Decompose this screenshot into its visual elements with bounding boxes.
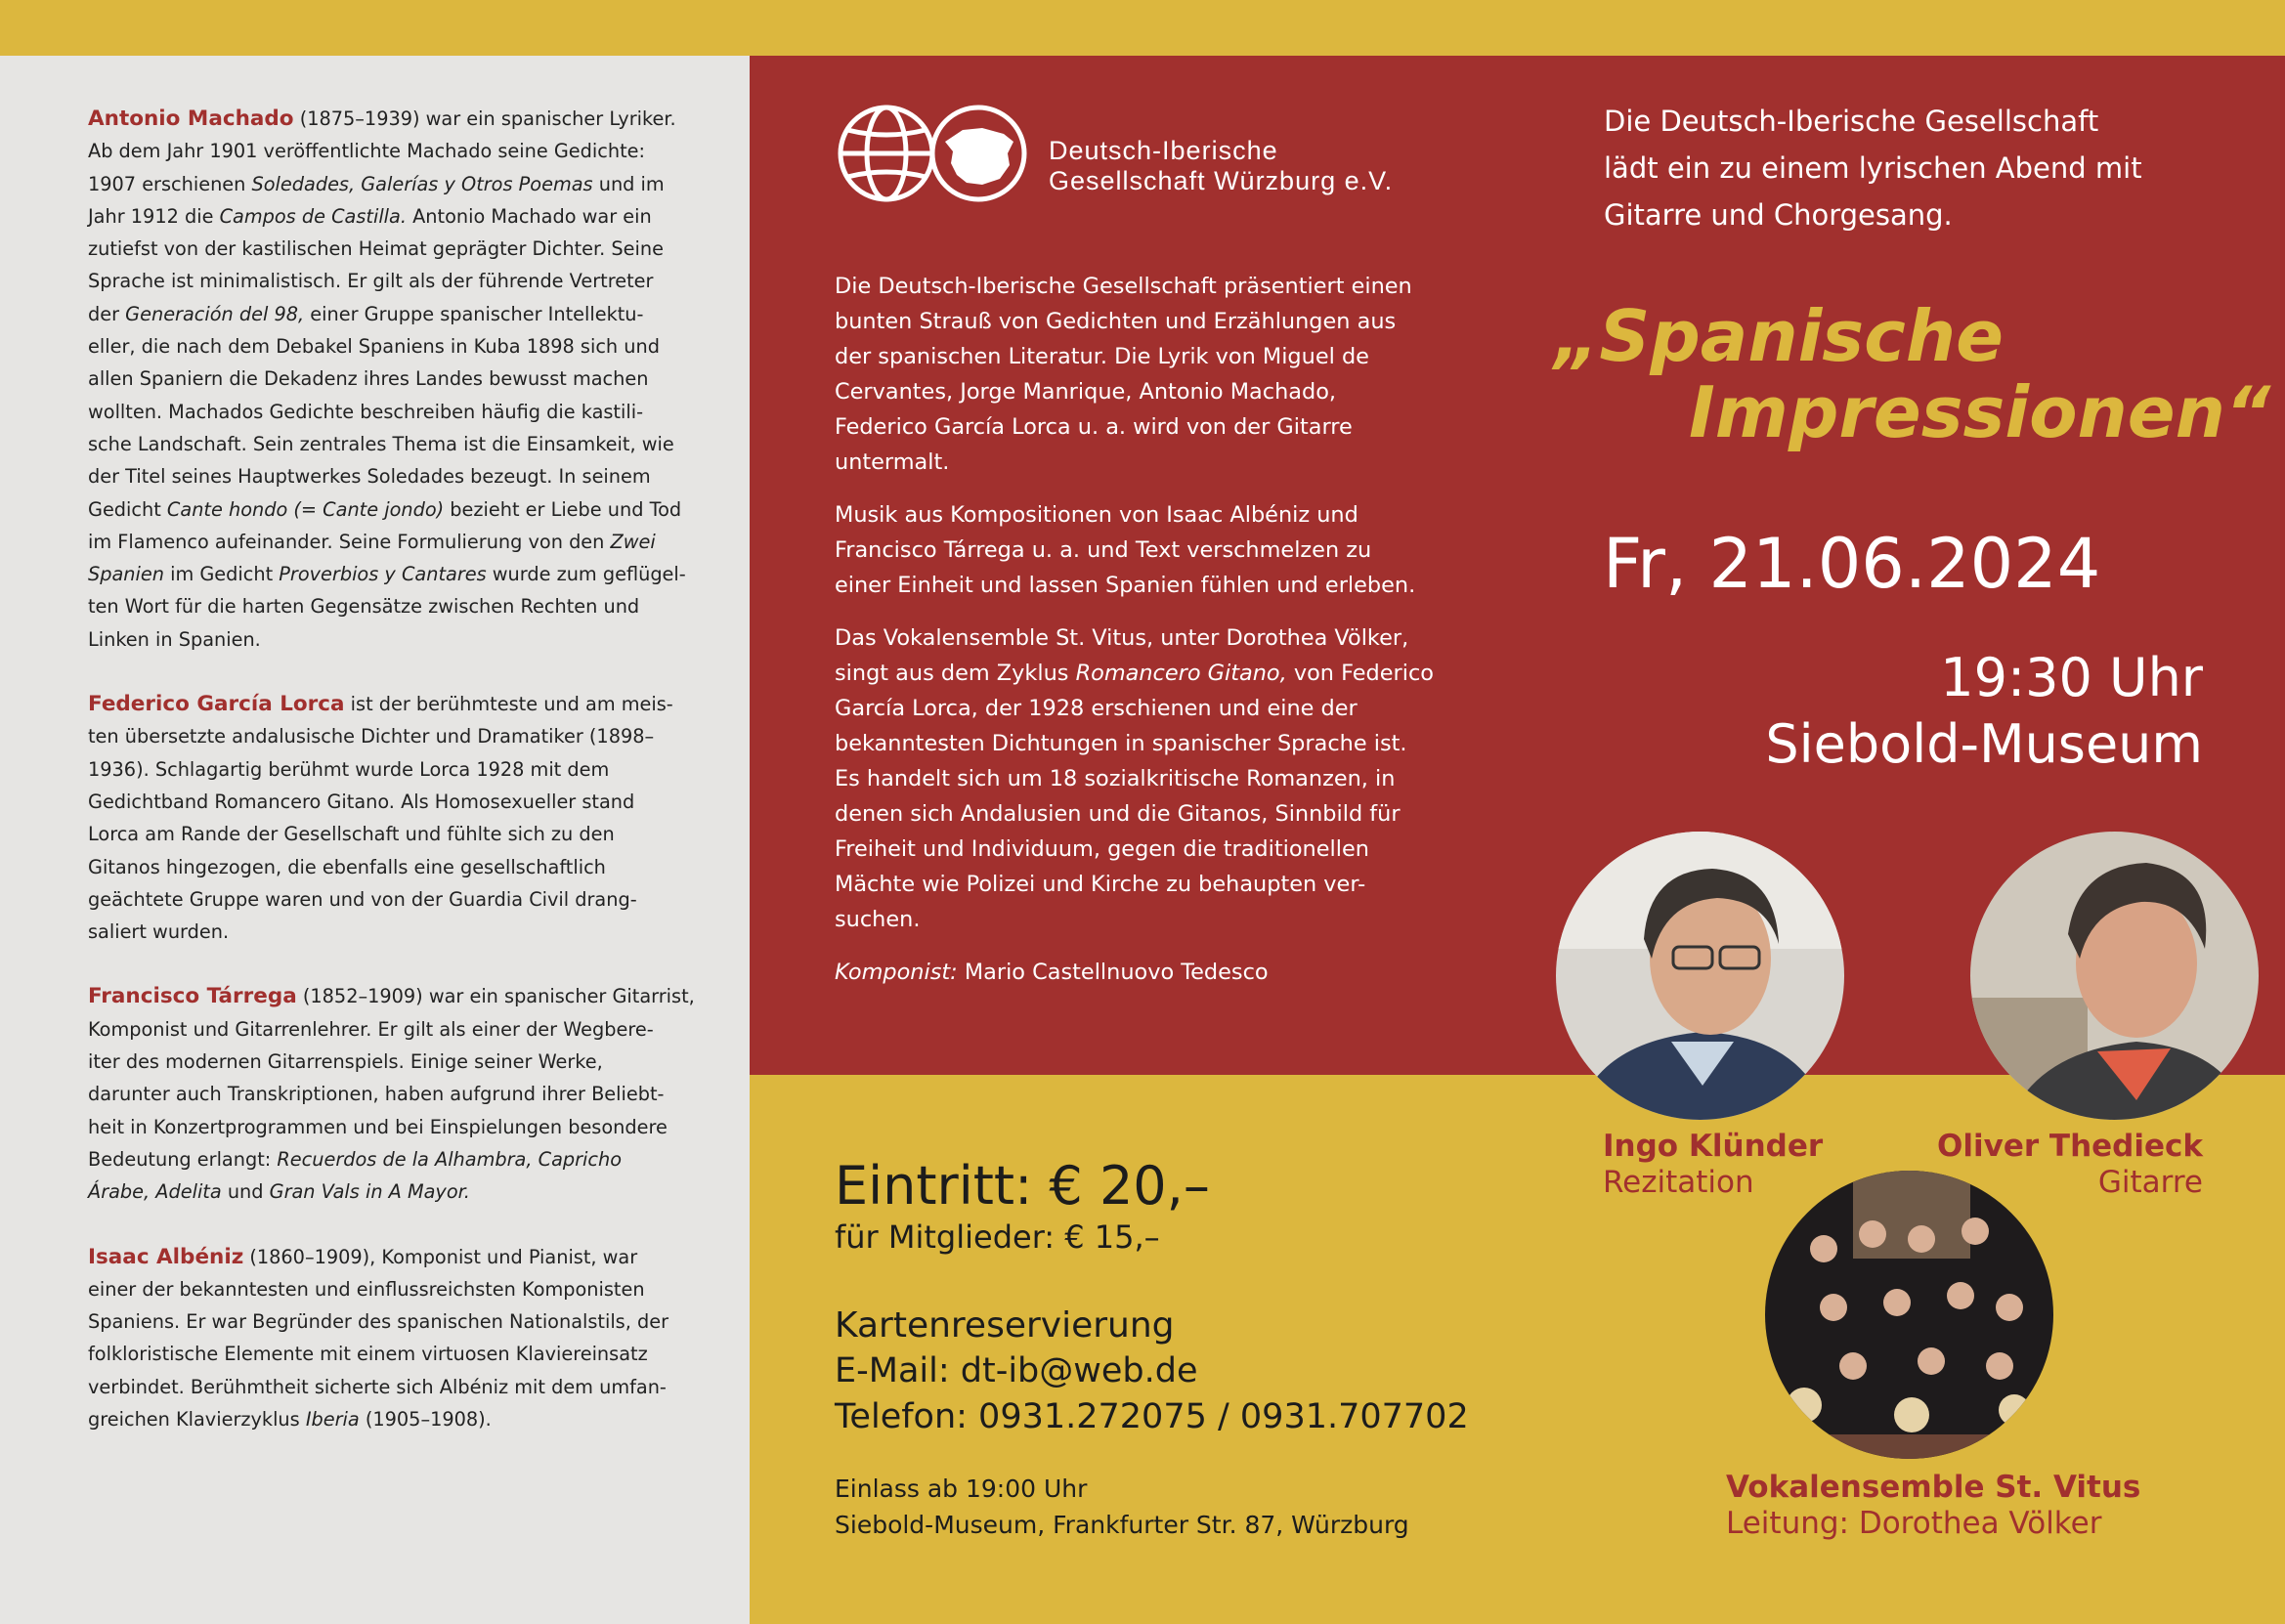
italic-title: Gran Vals in A Mayor. bbox=[269, 1180, 470, 1204]
text-run: untermalt. bbox=[835, 449, 950, 475]
text-run: Spaniens. Er war Begründer des spanischen Nationalstils, der bbox=[88, 1310, 669, 1334]
text-run: singt aus dem Zyklus bbox=[835, 661, 1076, 686]
program-paragraph bbox=[835, 497, 1441, 603]
text-run: greichen Klavierzyklus bbox=[88, 1407, 306, 1431]
group-photo-icon bbox=[1765, 1171, 2053, 1459]
text-line bbox=[835, 867, 1441, 902]
text-line bbox=[88, 1338, 674, 1370]
text-run: Sprache ist minimalistisch. Er gilt als der führende Vertreter bbox=[88, 270, 654, 293]
text-line bbox=[88, 1371, 674, 1403]
text-run: Die Deutsch-Iberische Gesellschaft präsentiert einen bbox=[835, 274, 1412, 299]
performer-2 bbox=[1937, 1129, 2203, 1201]
text-line bbox=[835, 902, 1441, 937]
text-line bbox=[835, 339, 1441, 374]
text-run: bezieht er Liebe und Tod bbox=[444, 497, 682, 521]
text-line bbox=[88, 1111, 674, 1143]
reservation-phone: Telefon: 0931.272075 / 0931.707702 bbox=[835, 1397, 1469, 1436]
text-line bbox=[88, 200, 674, 233]
text-run: Linken in Spanien. bbox=[88, 627, 261, 651]
performer-name: Ingo Klünder bbox=[1603, 1129, 1824, 1164]
text-run: wollten. Machados Gedichte beschreiben häufig die kastili- bbox=[88, 400, 644, 423]
biography-entry bbox=[88, 1241, 674, 1436]
text-run: García Lorca, der 1928 erschienen und eine der bbox=[835, 696, 1358, 721]
logo-text-line2: Gesellschaft Würzburg e.V. bbox=[1049, 166, 1394, 195]
text-run: und im bbox=[592, 172, 665, 195]
text-line bbox=[88, 851, 674, 883]
text-run: im Flamenco aufeinander. Seine Formulierung von den bbox=[88, 530, 611, 553]
biography-entry bbox=[88, 980, 695, 1208]
text-line bbox=[835, 497, 1441, 533]
text-run: zutiefst von der kastilischen Heimat geprägter Dichter. Seine bbox=[88, 237, 664, 261]
text-run: geächtete Gruppe waren und von der Guardia Civil drang- bbox=[88, 887, 637, 911]
program-paragraph bbox=[835, 955, 1441, 990]
performer-1 bbox=[1603, 1129, 1823, 1201]
invitation-text bbox=[1604, 98, 2142, 238]
text-line bbox=[88, 135, 674, 167]
text-run: suchen. bbox=[835, 907, 921, 932]
text-run: ten übersetzte andalusische Dichter und Dramatiker (1898– bbox=[88, 725, 655, 748]
italic-title: Generación del 98, bbox=[125, 302, 305, 325]
italic-title: Spanien bbox=[88, 563, 164, 586]
invitation-line: Gitarre und Chorgesang. bbox=[1604, 198, 1953, 232]
text-line bbox=[88, 103, 674, 135]
photo-vokalensemble-st-vitus bbox=[1765, 1171, 2053, 1459]
program-description bbox=[835, 269, 1441, 1007]
portrait-ingo-kluender bbox=[1556, 832, 1844, 1120]
text-line bbox=[88, 168, 674, 200]
text-line bbox=[88, 1143, 674, 1175]
performer-3 bbox=[1726, 1470, 2141, 1542]
text-line bbox=[88, 688, 674, 720]
text-run: Ab dem Jahr 1901 veröffentlichte Machado seine Gedichte: bbox=[88, 140, 646, 163]
performer-role: Leitung: Dorothea Völker bbox=[1726, 1506, 2102, 1541]
text-run: (1852–1909) war ein spanischer Gitarrist, bbox=[296, 985, 695, 1008]
event-title bbox=[1554, 295, 2271, 453]
invitation-line: lädt ein zu einem lyrischen Abend mit bbox=[1604, 151, 2142, 185]
admission-info bbox=[835, 1471, 1409, 1543]
text-run: iter des modernen Gitarrenspiels. Einige seiner Werke, bbox=[88, 1050, 603, 1074]
program-paragraph bbox=[835, 620, 1441, 937]
person-photo-icon bbox=[1970, 832, 2259, 1120]
text-line bbox=[88, 363, 674, 395]
text-run: Gitanos hingezogen, die ebenfalls eine gesellschaftlich bbox=[88, 855, 606, 878]
text-line bbox=[88, 428, 674, 460]
text-line bbox=[88, 916, 674, 948]
italic-title: Árabe, Adelita bbox=[88, 1180, 222, 1204]
text-run: Freiheit und Individuum, gegen die traditionellen bbox=[835, 836, 1369, 862]
text-line bbox=[88, 1305, 674, 1338]
performer-role: Rezitation bbox=[1603, 1165, 1754, 1200]
text-line bbox=[835, 955, 1441, 990]
event-date: Fr, 21.06.2024 bbox=[1603, 524, 2101, 604]
text-line bbox=[88, 526, 674, 558]
text-run: Das Vokalensemble St. Vitus, unter Dorothea Völker, bbox=[835, 625, 1409, 651]
text-line bbox=[835, 568, 1441, 603]
text-run: Musik aus Kompositionen von Isaac Albéniz und bbox=[835, 502, 1358, 528]
text-run: der Titel seines Hauptwerkes Soledades bezeugt. In seinem bbox=[88, 465, 651, 489]
text-run: im Gedicht bbox=[163, 563, 280, 586]
text-run: Lorca am Rande der Gesellschaft und fühlte sich zu den bbox=[88, 823, 615, 846]
text-run: und bbox=[221, 1180, 270, 1204]
text-run: Federico García Lorca u. a. wird von der Gitarre bbox=[835, 414, 1353, 440]
text-line bbox=[88, 1013, 674, 1046]
italic-title: Komponist: bbox=[835, 960, 958, 985]
text-run: 1907 erschienen bbox=[88, 172, 252, 195]
text-run: denen sich Andalusien und die Gitanos, Sinnbild für bbox=[835, 801, 1401, 827]
text-line bbox=[835, 761, 1441, 796]
text-line bbox=[88, 298, 674, 330]
text-line bbox=[88, 460, 674, 492]
text-line bbox=[88, 883, 674, 916]
society-logo bbox=[836, 101, 1422, 208]
text-run: ten Wort für die harten Gegensätze zwischen Rechten und bbox=[88, 595, 640, 619]
person-photo-icon bbox=[1556, 832, 1844, 1120]
text-line bbox=[88, 233, 674, 265]
text-line bbox=[88, 753, 674, 786]
logo-text-line1: Deutsch-Iberische bbox=[1049, 136, 1278, 165]
performer-role: Gitarre bbox=[2097, 1165, 2203, 1200]
text-run: Mario Castellnuovo Tedesco bbox=[957, 960, 1269, 985]
globe-spain-logo-icon bbox=[836, 101, 1031, 208]
text-run: Francisco Tárrega u. a. und Text verschmelzen zu bbox=[835, 537, 1372, 563]
biography-entry bbox=[88, 103, 686, 656]
text-line bbox=[88, 590, 674, 622]
text-run: eller, die nach dem Debakel Spaniens in Kuba 1898 sich und bbox=[88, 335, 660, 359]
text-line bbox=[88, 786, 674, 818]
italic-title: Recuerdos de la Alhambra, Capricho bbox=[277, 1147, 623, 1171]
italic-title: Romancero Gitano, bbox=[1075, 661, 1287, 686]
text-run: folkloristische Elemente mit einem virtuosen Klaviereinsatz bbox=[88, 1343, 648, 1366]
text-run: Gedichtband Romancero Gitano. Als Homosexueller stand bbox=[88, 790, 635, 813]
text-line bbox=[835, 620, 1441, 656]
text-run: Cervantes, Jorge Manrique, Antonio Machado, bbox=[835, 379, 1337, 405]
text-run: ist der berühmteste und am meis- bbox=[344, 693, 673, 716]
text-line bbox=[88, 1175, 674, 1208]
text-line bbox=[88, 1273, 674, 1305]
text-line bbox=[835, 304, 1441, 339]
text-run: (1860–1909), Komponist und Pianist, war bbox=[243, 1245, 638, 1268]
event-venue: Siebold-Museum bbox=[1765, 713, 2203, 775]
text-line bbox=[835, 796, 1441, 832]
admission-prices bbox=[835, 1155, 1210, 1257]
italic-title: Zwei bbox=[610, 530, 656, 553]
reservation-heading: Kartenreservierung bbox=[835, 1305, 1175, 1346]
performer-name: Oliver Thedieck bbox=[1937, 1129, 2203, 1164]
portrait-oliver-thedieck bbox=[1970, 832, 2259, 1120]
italic-title: Cante hondo (= Cante jondo) bbox=[166, 497, 445, 521]
italic-title: Proverbios y Cantares bbox=[279, 563, 487, 586]
text-run: heit in Konzertprogrammen und bei Einspielungen besondere bbox=[88, 1115, 668, 1138]
text-run: sche Landschaft. Sein zentrales Thema ist die Einsamkeit, wie bbox=[88, 432, 674, 455]
text-run: Es handelt sich um 18 sozialkritische Romanzen, in bbox=[835, 766, 1396, 791]
text-run: verbindet. Berühmtheit sicherte sich Albéniz mit dem umfan- bbox=[88, 1375, 667, 1398]
text-run: von Federico bbox=[1286, 661, 1434, 686]
biographies bbox=[88, 103, 695, 1468]
event-title-line1: „Spanische bbox=[1554, 295, 2004, 377]
text-run: saliert wurden. bbox=[88, 920, 230, 944]
text-line bbox=[835, 374, 1441, 409]
biography-entry bbox=[88, 688, 674, 948]
text-run: Bedeutung erlangt: bbox=[88, 1147, 278, 1171]
text-run: allen Spaniern die Dekadenz ihres Landes bewusst machen bbox=[88, 367, 649, 391]
event-time-venue bbox=[1765, 645, 2203, 778]
biography-name: Antonio Machado bbox=[88, 107, 294, 131]
text-run: (1875–1939) war ein spanischer Lyriker. bbox=[293, 107, 676, 130]
text-run: Komponist und Gitarrenlehrer. Er gilt als einer der Wegbere- bbox=[88, 1017, 654, 1041]
text-line bbox=[88, 558, 686, 590]
text-run: der bbox=[88, 302, 126, 325]
text-line bbox=[88, 330, 674, 363]
text-run: einer Einheit und lassen Spanien fühlen und erleben. bbox=[835, 573, 1416, 598]
text-line bbox=[88, 720, 674, 752]
text-line bbox=[88, 493, 682, 526]
text-line bbox=[835, 726, 1441, 761]
text-line bbox=[835, 445, 1441, 480]
text-run: Gedicht bbox=[88, 497, 167, 521]
text-line bbox=[88, 396, 674, 428]
text-line bbox=[88, 1078, 674, 1110]
event-title-line2: Impressionen“ bbox=[1689, 371, 2271, 453]
italic-title: Campos de Castilla. bbox=[219, 204, 407, 228]
text-line bbox=[88, 1403, 674, 1435]
text-line bbox=[835, 656, 1441, 691]
text-line bbox=[835, 691, 1441, 726]
top-accent-bar bbox=[0, 0, 2285, 56]
italic-title: Iberia bbox=[305, 1407, 360, 1431]
program-paragraph bbox=[835, 269, 1441, 480]
biography-name: Federico García Lorca bbox=[88, 692, 345, 717]
venue-address: Siebold-Museum, Frankfurter Str. 87, Würzburg bbox=[835, 1511, 1409, 1539]
text-run: bekanntesten Dichtungen in spanischer Sprache ist. bbox=[835, 731, 1407, 756]
text-run: einer Gruppe spanischer Intellektu- bbox=[304, 302, 644, 325]
text-line bbox=[835, 269, 1441, 304]
biography-name: Isaac Albéniz bbox=[88, 1244, 244, 1269]
member-price: für Mitglieder: € 15,– bbox=[835, 1218, 1160, 1256]
text-run: wurde zum geflügel- bbox=[486, 563, 686, 586]
text-run: Antonio Machado war ein bbox=[406, 204, 652, 228]
text-line bbox=[88, 818, 674, 850]
text-run: 1936). Schlagartig berühmt wurde Lorca 1928 mit dem bbox=[88, 757, 610, 781]
invitation-line: Die Deutsch-Iberische Gesellschaft bbox=[1604, 105, 2099, 138]
ticket-price: Eintritt: € 20,– bbox=[835, 1155, 1210, 1217]
text-run: darunter auch Transkriptionen, haben aufgrund ihrer Beliebt- bbox=[88, 1083, 665, 1106]
text-line bbox=[88, 980, 695, 1012]
admission-time: Einlass ab 19:00 Uhr bbox=[835, 1474, 1088, 1503]
text-run: der spanischen Literatur. Die Lyrik von Miguel de bbox=[835, 344, 1369, 369]
text-run: Mächte wie Polizei und Kirche zu behaupten ver- bbox=[835, 872, 1366, 897]
text-line bbox=[88, 1046, 674, 1078]
text-line bbox=[88, 623, 674, 656]
text-run: Jahr 1912 die bbox=[88, 204, 220, 228]
text-line bbox=[835, 409, 1441, 445]
text-line bbox=[835, 832, 1441, 867]
text-line bbox=[835, 533, 1441, 568]
event-time: 19:30 Uhr bbox=[1940, 647, 2203, 708]
performer-name: Vokalensemble St. Vitus bbox=[1726, 1470, 2141, 1505]
text-run: einer der bekanntesten und einflussreichsten Komponisten bbox=[88, 1277, 645, 1301]
reservation-info bbox=[835, 1303, 1469, 1440]
biography-name: Francisco Tárrega bbox=[88, 984, 297, 1009]
italic-title: Soledades, Galerías y Otros Poemas bbox=[251, 172, 593, 195]
text-run: (1905–1908). bbox=[359, 1407, 492, 1431]
reservation-email: E-Mail: dt-ib@web.de bbox=[835, 1351, 1198, 1390]
text-line bbox=[88, 1241, 674, 1273]
text-run: bunten Strauß von Gedichten und Erzählungen aus bbox=[835, 309, 1397, 334]
text-line bbox=[88, 265, 674, 297]
